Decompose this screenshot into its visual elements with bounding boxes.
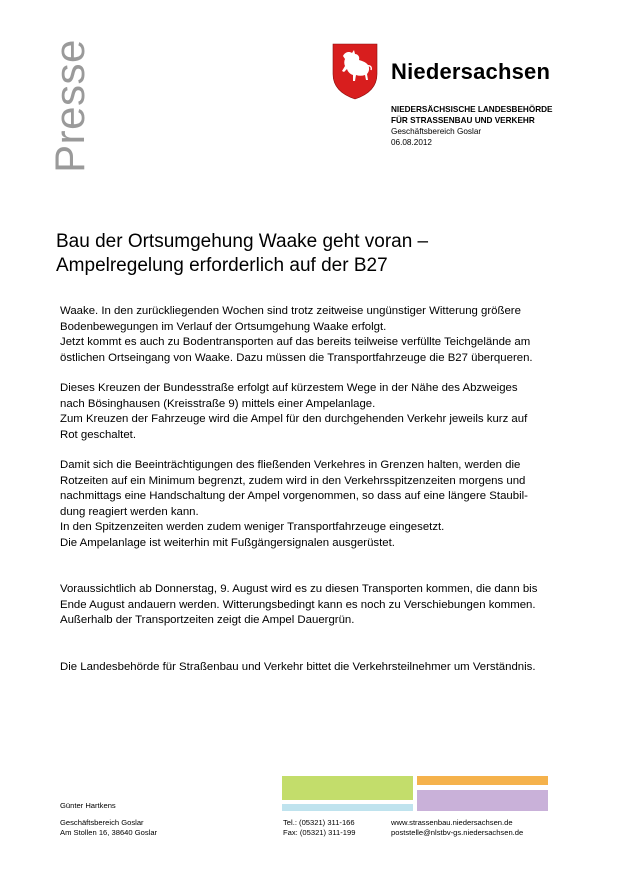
headline-line: Bau der Ortsumgehung Waake geht voran –: [56, 231, 429, 252]
text-line: Waake. In den zurückliegenden Wochen sind trotz zeitweise ungünstiger Witterung größere: [60, 305, 521, 317]
email-link[interactable]: poststelle@nlstbv-gs.niedersachsen.de: [391, 828, 524, 837]
text-line: Ende August andauern werden. Witterungsbedingt kann es noch zu Verschiebungen kommen.: [60, 598, 536, 611]
text-line: Rotzeiten auf ein Minimum begrenzt, zudem wird in den Verkehrsspitzenzeiten morgens und: [60, 474, 526, 487]
release-date: 06.08.2012: [391, 138, 432, 147]
paragraph-4: [60, 582, 560, 629]
text-line: Voraussichtlich ab Donnerstag, 9. August wird es zu diesen Transporten kommen, die dann bis: [60, 583, 538, 595]
decor-bar-orange: [417, 776, 548, 785]
text-line: Damit sich die Beeinträchtigungen des fließenden Verkehres in Grenzen halten, werden die: [60, 459, 521, 471]
text-line: Die Landesbehörde für Straßenbau und Verkehr bittet die Verkehrsteilnehmer um Verständnis.: [60, 660, 536, 673]
presse-text: Presse: [46, 39, 93, 173]
article-body: [60, 304, 560, 675]
text-line: In den Spitzenzeiten werden zudem weniger Transportfahrzeuge eingesetzt.: [60, 521, 445, 533]
text-line: Dieses Kreuzen der Bundesstraße erfolgt auf kürzestem Wege in der Nähe des Abzweiges: [60, 382, 518, 394]
decor-bar-green: [282, 776, 413, 800]
headline-line: Ampelregelung erforderlich auf der B27: [56, 255, 388, 276]
text-line: Die Ampelanlage ist weiterhin mit Fußgängersignalen ausgerüstet.: [60, 536, 395, 549]
contact-name: Günter Hartkens: [60, 801, 116, 810]
lower-saxony-crest-logo: [331, 42, 379, 100]
paragraph-3: [60, 458, 560, 551]
decor-bar-lightblue: [282, 804, 413, 811]
address-line: Am Stollen 16, 38640 Goslar: [60, 828, 158, 837]
paragraph-2: [60, 381, 560, 443]
text-line: Außerhalb der Transportzeiten zeigt die Ampel Dauergrün.: [60, 614, 355, 626]
paragraph-5: [60, 660, 560, 676]
authority-name-line1: NIEDERSÄCHSISCHE LANDESBEHÖRDE: [391, 105, 553, 114]
paragraph-1: [60, 304, 560, 366]
text-line: nach Bösinghausen (Kreisstraße 9) mittels einer Ampelanlage.: [60, 397, 376, 410]
decor-bar-lavender: [417, 790, 548, 811]
text-line: Rot geschaltet.: [60, 428, 136, 441]
address-line: Geschäftsbereich Goslar: [60, 818, 144, 827]
authority-block: [391, 104, 553, 148]
footer-online: [391, 818, 523, 838]
text-line: dung reagiert werden kann.: [60, 505, 199, 518]
footer-phone: [283, 818, 355, 838]
footer-address: [60, 818, 157, 838]
text-line: nachmittags eine Handschaltung der Ampel vorgenommen, so dass auf eine längere Staubil-: [60, 490, 528, 502]
fax-number: Fax: (05321) 311-199: [283, 828, 356, 837]
text-line: Bodenbewegungen im Verlauf der Ortsumgehung Waake erfolgt.: [60, 320, 387, 333]
text-line: Jetzt kommt es auch zu Bodentransporten auf das bereits teilweise verfüllte Teichgelände am: [60, 336, 531, 348]
website-link[interactable]: www.strassenbau.niedersachsen.de: [391, 818, 513, 827]
text-line: Zum Kreuzen der Fahrzeuge wird die Ampel für den durchgehenden Verkehr jeweils kurz auf: [60, 413, 528, 425]
authority-name-line2: FÜR STRASSENBAU UND VERKEHR: [391, 116, 535, 125]
phone-number: Tel.: (05321) 311-166: [283, 818, 355, 827]
presse-label: [46, 39, 93, 173]
brand-name: Niedersachsen: [391, 59, 551, 84]
text-line: östlichen Ortseingang von Waake. Dazu müssen die Transportfahrzeuge die B27 überqueren.: [60, 351, 533, 364]
division-name: Geschäftsbereich Goslar: [391, 127, 482, 136]
press-headline: [56, 230, 556, 278]
